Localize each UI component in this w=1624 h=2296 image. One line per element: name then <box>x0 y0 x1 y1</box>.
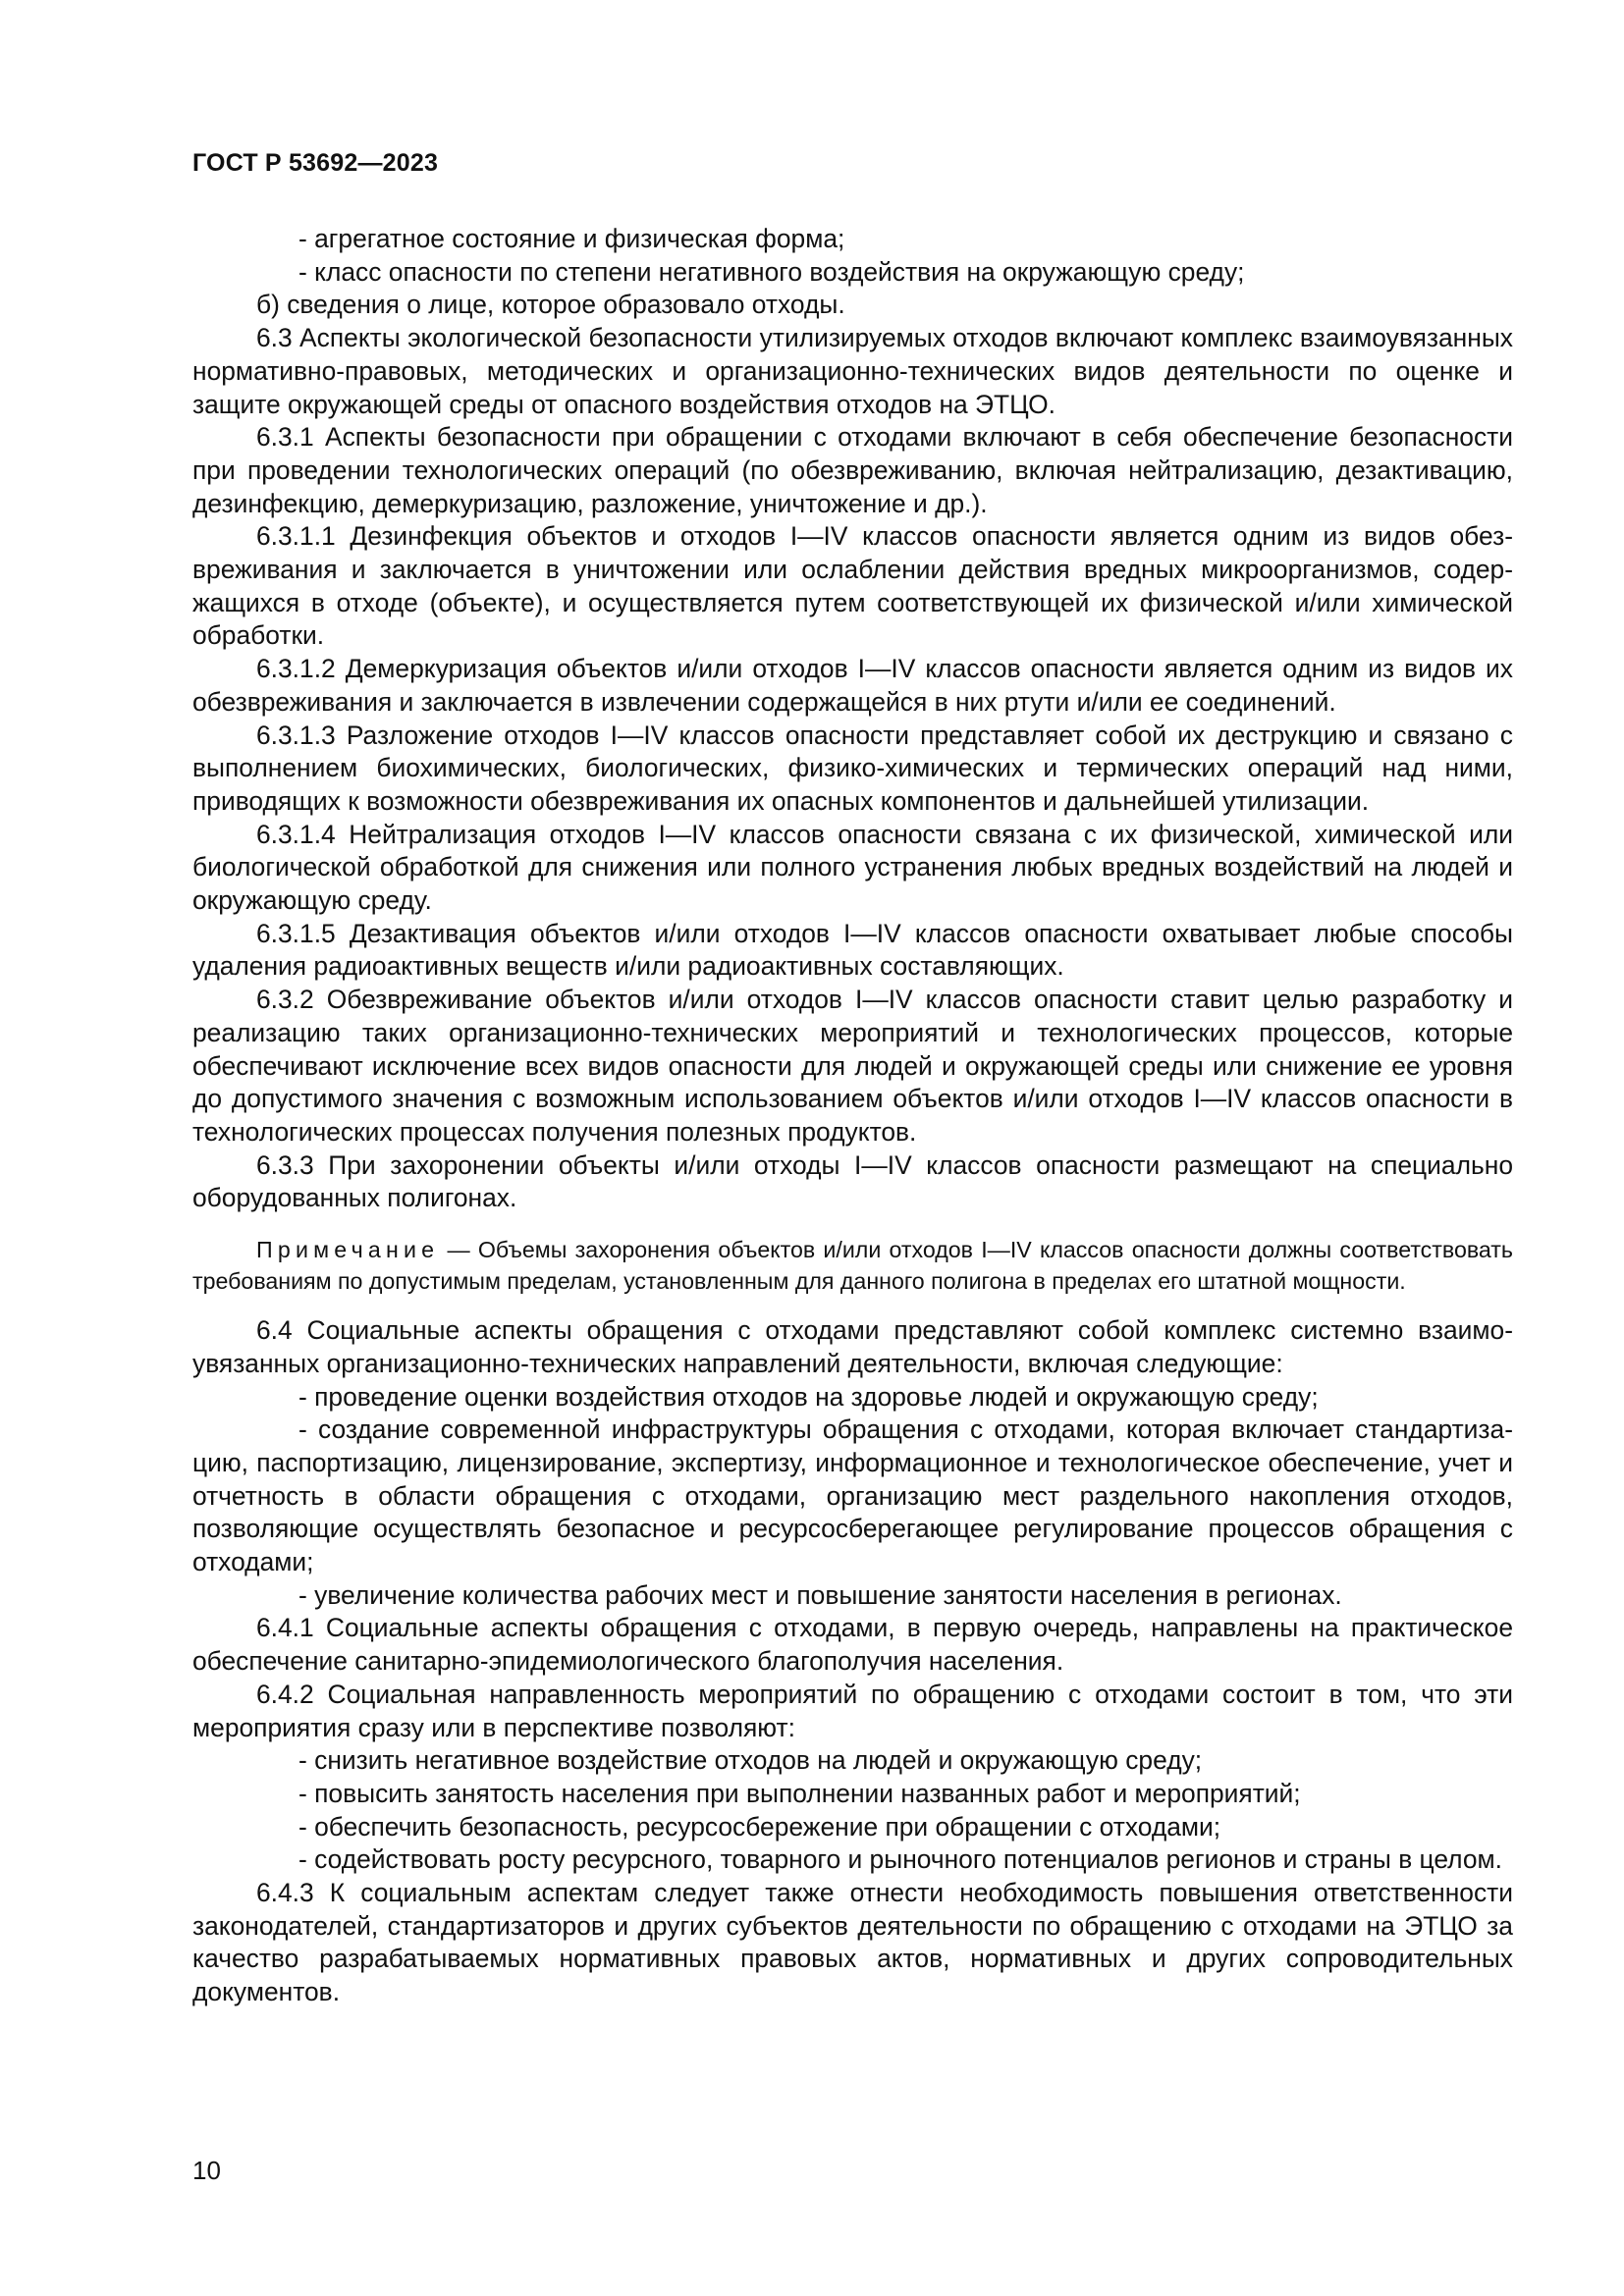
note <box>192 1235 1513 1297</box>
document-body <box>192 223 1513 2009</box>
list-item: - обеспечить безопасность, ресурсосбережение при обращении с отходами; <box>298 1811 1221 1842</box>
paragraph-6-3-1-5: 6.3.1.5 Дезактивация объектов и/или отходов I—IV классов опасности охватывает любые способы удаления радиоактивных веществ и/или радиоактивных составляющих. <box>192 918 1513 982</box>
list-item: - проведение оценки воздействия отходов на здоровье людей и окружающую среду; <box>298 1381 1319 1412</box>
list-item: - снизить негативное воздействие отходов на людей и окружающую среду; <box>298 1745 1203 1776</box>
paragraph-6-3-1: 6.3.1 Аспекты безопасности при обращении с отходами включают в себя обеспечение безопасности при проведении технологических операций (по обезвреживанию, включая нейтрализацию, дезактивацию, дезинфекцию, демеркуризацию, разложение, уничтожение и др.). <box>192 422 1513 518</box>
paragraph-6-3-1-1: 6.3.1.1 Дезинфекция объектов и отходов I—IV классов опасности является одним из видов обезвреживания и заключается в уничтожении или ослаблении действия вредных микроорганизмов, содержащихся в отходе (объекте), и осуществляется путем соответствующей их физической и/или химической обработки. <box>192 521 1513 651</box>
note-text: — Объемы захоронения объектов и/или отходов I—IV классов опасности должны соответствовать требованиям по допустимым пределам, установленным для данного полигона в пределах его штатной мощности. <box>192 1237 1513 1294</box>
paragraph: б) сведения о лице, которое образовало отходы. <box>256 290 845 320</box>
list-item: - класс опасности по степени негативного воздействия на окружающую среду; <box>298 256 1245 287</box>
paragraph-6-3-3: 6.3.3 При захоронении объекты и/или отходы I—IV классов опасности размещают на специально оборудованных полигонах. <box>192 1149 1513 1213</box>
note-label: Примечание <box>256 1237 440 1263</box>
list-item: - создание современной инфраструктуры обращения с отходами, которая включает стандартизацию, паспортизацию, лицензирование, экспертизу, информационное и технологическое обеспечение, учет и отчетность в области обращения с отходами, организацию мест раздельного накопления отходов, позволяющие осуществлять безопасное и ресурсосберегающее регулирование процессов обращения с отходами; <box>192 1415 1513 1577</box>
list-item: - агрегатное состояние и физическая форма; <box>298 224 845 253</box>
paragraph-6-4-2: 6.4.2 Социальная направленность мероприятий по обращению с отходами состоит в том, что эти мероприятия сразу или в перспективе позволяют: <box>192 1679 1513 1742</box>
list-item: - увеличение количества рабочих мест и повышение занятости населения в регионах. <box>298 1579 1342 1610</box>
paragraph-6-4: 6.4 Социальные аспекты обращения с отходами представляют собой комплекс системно взаимоувязанных организационно-технических направлений деятельности, включая следующие: <box>192 1315 1513 1378</box>
paragraph-6-3: 6.3 Аспекты экологической безопасности утилизируемых отходов включают комплекс взаимоувязанных нормативно-правовых, методических и организационно-технических видов деятельности по оценке и защите окружающей среды от опасного воздействия отходов на ЭТЦО. <box>192 323 1513 419</box>
paragraph-6-4-1: 6.4.1 Социальные аспекты обращения с отходами, в первую очередь, направлены на практическое обеспечение санитарно-эпидемиологического благополучия населения. <box>192 1613 1513 1677</box>
paragraph-6-3-1-3: 6.3.1.3 Разложение отходов I—IV классов опасности представляет собой их деструкцию и связано с выполнением биохимических, биологических, физико-химических и термических операций над ними, приводящих к возможности обезвреживания их опасных компонентов и дальнейшей утилизации. <box>192 720 1513 816</box>
paragraph-6-3-2: 6.3.2 Обезвреживание объектов и/или отходов I—IV классов опасности ставит целью разработку и реализацию таких организационно-технических мероприятий и технологических процессов, которые обеспечивают исключение всех видов опасности для людей и окружающей среды или снижение ее уровня до допустимого значения с возможным использованием объектов и/или отходов I—IV классов опасности в технологических процессах получения полезных продуктов. <box>192 985 1513 1147</box>
page-number: 10 <box>192 2156 221 2185</box>
list-item: - повысить занятость населения при выполнении названных работ и мероприятий; <box>298 1778 1301 1808</box>
list-item: - содействовать росту ресурсного, товарного и рыночного потенциалов регионов и страны в целом. <box>298 1844 1503 1875</box>
document-header: ГОСТ Р 53692—2023 <box>192 149 439 177</box>
paragraph-6-3-1-2: 6.3.1.2 Демеркуризация объектов и/или отходов I—IV классов опасности является одним из видов их обезвреживания и заключается в извлечении содержащейся в них ртути и/или ее соединений. <box>192 654 1513 717</box>
paragraph-6-3-1-4: 6.3.1.4 Нейтрализация отходов I—IV классов опасности связана с их физической, химической или биологической обработкой для снижения или полного устранения любых вредных воздействий на людей и окружающую среду. <box>192 819 1513 916</box>
paragraph-6-4-3: 6.4.3 К социальным аспектам следует также отнести необходимость повышения ответственности законодателей, стандартизаторов и других субъектов деятельности по обращению с отходами на ЭТЦО за качество разрабатываемых нормативных правовых актов, нормативных и других сопроводительных документов. <box>192 1878 1513 2007</box>
